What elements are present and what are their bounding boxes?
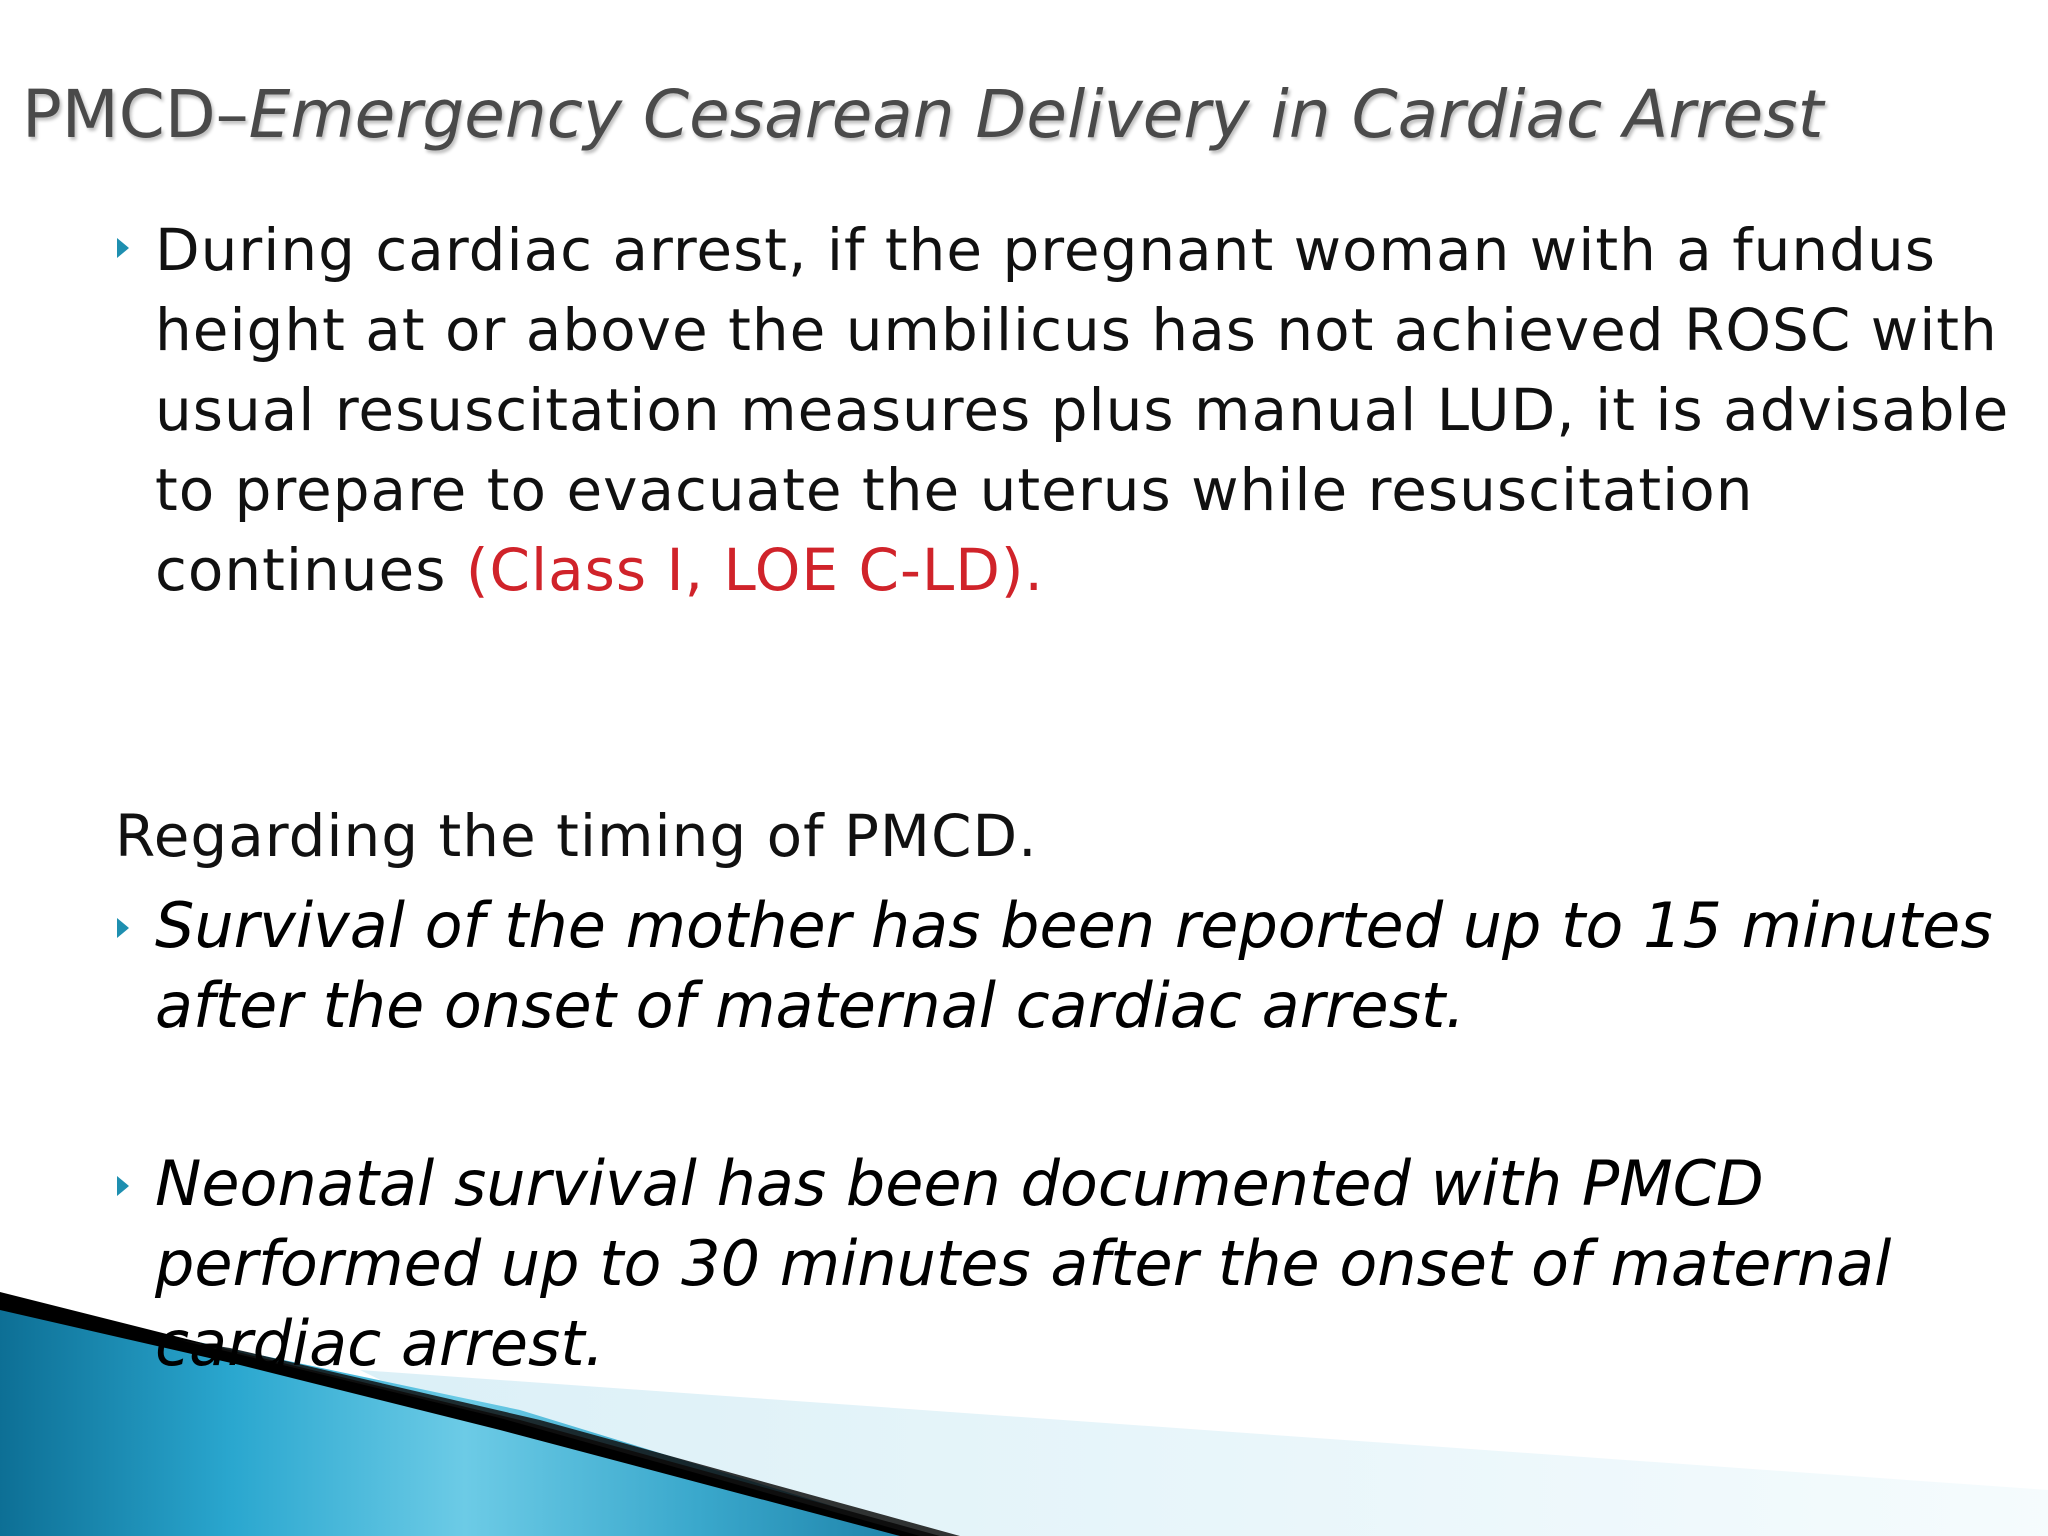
bullet-cardiac-arrest <box>115 210 2035 610</box>
bullet-body: During cardiac arrest, if the pregnant woman with a fundus height at or above the umbilicus has not achieved ROSC with usual resuscitation measures plus manual LUD, it is advisable to prepare to evacuate the uterus while resuscitation continues <box>155 216 2010 604</box>
bullet-neonatal-survival <box>115 1144 2035 1384</box>
title-subtitle: Emergency Cesarean Delivery in Cardiac Arrest <box>248 76 1824 153</box>
bullet-text <box>155 210 2035 610</box>
class-loe-highlight: (Class I, LOE C-LD). <box>465 536 1044 604</box>
page-title <box>22 76 1824 153</box>
title-prefix: PMCD– <box>22 76 249 153</box>
timing-heading: Regarding the timing of PMCD. <box>115 802 1038 870</box>
bullet-text: Neonatal survival has been documented with PMCD performed up to 30 minutes after the onset of maternal cardiac arrest. <box>155 1147 1892 1380</box>
bullet-arrow-icon <box>115 1144 155 1198</box>
bullet-arrow-icon <box>115 210 155 260</box>
bullet-text: Survival of the mother has been reported up to 15 minutes after the onset of maternal cardiac arrest. <box>155 889 1993 1042</box>
bullet-mother-survival <box>115 886 2035 1046</box>
bullet-arrow-icon <box>115 886 155 940</box>
